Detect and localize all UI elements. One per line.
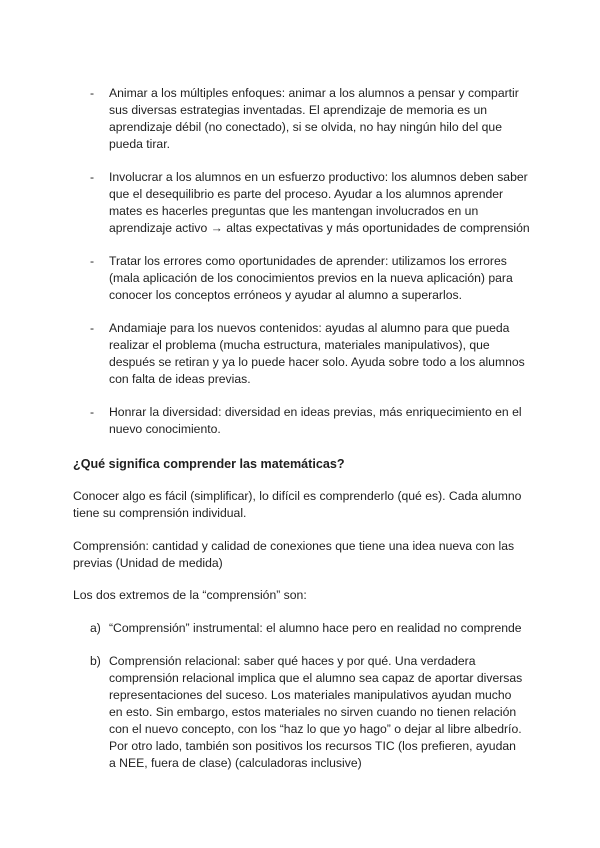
lettered-list: [0, 620, 600, 788]
list-letter: b): [90, 654, 101, 668]
bullet-item-errores: [0, 253, 600, 304]
bullet-dash: -: [90, 170, 95, 184]
bullet-text: Andamiaje para los nuevos contenidos: ayudas al alumno para que pueda realizar el problema (mucha estructura, materiales manipulativos), que después se retiran y ya lo puede hacer solo. Ayuda sobre todo a los alumnos con falta de ideas previas.: [109, 321, 525, 386]
bullet-dash: -: [90, 254, 95, 268]
lettered-item-instrumental: [0, 620, 600, 637]
paragraph-extremos: Los dos extremos de la “comprensión” son:: [73, 588, 307, 602]
lettered-item-text: Comprensión relacional: saber qué haces y por qué. Una verdadera comprensión relacional implica que el alumno sea capaz de aportar diversas representaciones del suceso. Los materiales manipulativos ayudan mucho en esto. Sin embargo, estos materiales no sirven cuando no tienen relación con el nuevo concepto, con los “haz lo que yo hago” o dejar al libre albedrío. Por otro lado, también son positivos los recursos TIC (los prefieren, ayudan a NEE, fuera de clase) (calculadoras inclusive): [109, 654, 523, 770]
paragraph-comprension: Comprensión: cantidad y calidad de conexiones que tiene una idea nueva con las previas (Unidad de medida): [73, 539, 515, 570]
bullet-dash: -: [90, 86, 95, 100]
section-heading: ¿Qué significa comprender las matemáticas?: [73, 457, 345, 471]
bullet-item-esfuerzo: [0, 169, 600, 237]
list-letter: a): [90, 621, 101, 635]
bullet-item-andamiaje: [0, 320, 600, 388]
bullet-text: Tratar los errores como oportunidades de aprender: utilizamos los errores (mala aplicación de los conocimientos previos en la nueva aplicación) para conocer los conceptos erróneos y ayudar al alumno a superarlos.: [109, 254, 513, 302]
lettered-item-relacional: [0, 653, 600, 772]
bullet-item-enfoques: [0, 85, 600, 153]
paragraph-conocer: Conocer algo es fácil (simplificar), lo difícil es comprenderlo (qué es). Cada alumno tiene su comprensión individual.: [73, 489, 522, 520]
bullet-dash: -: [90, 405, 95, 419]
bullet-text: Involucrar a los alumnos en un esfuerzo productivo: los alumnos deben saber que el desequilibrio es parte del proceso. Ayudar a los alumnos aprender mates es hacerles preguntas que les mantengan involucrados en un aprendizaje activo → altas expectativas y más oportunidades de comprensión: [109, 170, 530, 235]
bullet-dash: -: [90, 321, 95, 335]
bullet-item-diversidad: [0, 404, 600, 438]
lettered-item-text: “Comprensión” instrumental: el alumno hace pero en realidad no comprende: [109, 621, 522, 635]
bullet-text: Honrar la diversidad: diversidad en ideas previas, más enriquecimiento en el nuevo conocimiento.: [109, 405, 522, 436]
bullet-list: [0, 85, 600, 454]
bullet-text: Animar a los múltiples enfoques: animar a los alumnos a pensar y compartir sus diversas estrategias inventadas. El aprendizaje de memoria es un aprendizaje débil (no conectado), si se olvida, no hay ningún hilo del que pueda tirar.: [109, 86, 519, 151]
